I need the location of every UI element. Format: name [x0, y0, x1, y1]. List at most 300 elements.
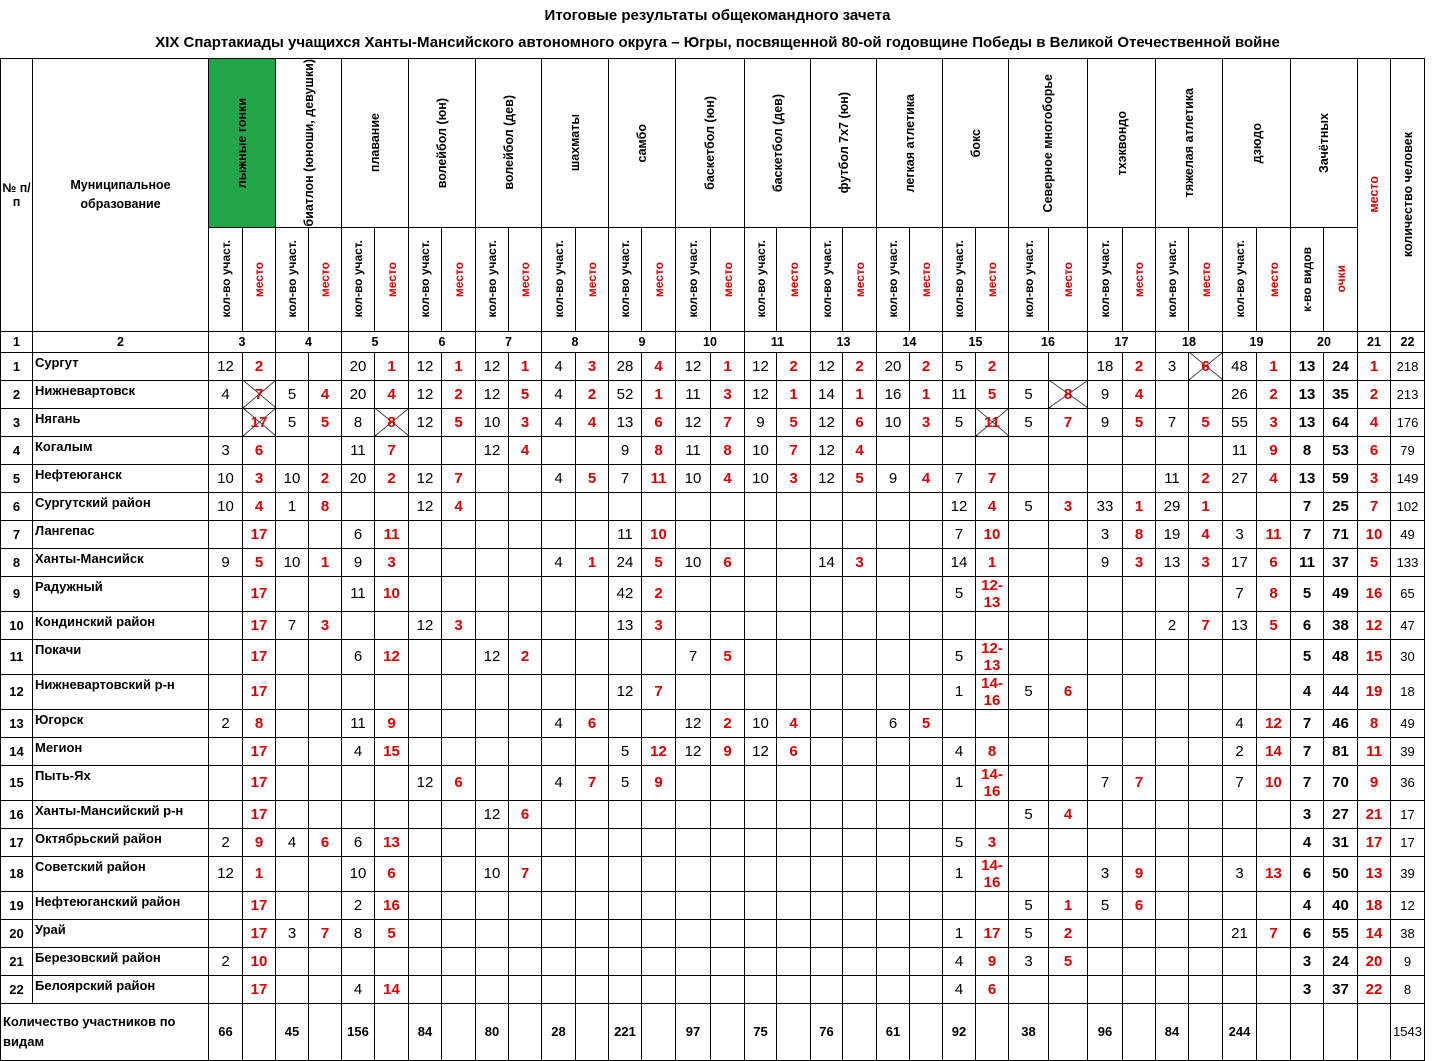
place-cell: 1	[576, 548, 609, 576]
row-number: 7	[1, 520, 33, 548]
participants-cell	[676, 520, 711, 548]
participants-cell	[276, 576, 309, 611]
overall-place-cell: 10	[1358, 520, 1391, 548]
participants-cell	[1156, 576, 1189, 611]
participants-cell	[676, 919, 711, 947]
place-cell: 12	[1257, 709, 1291, 737]
municipality-name: Сургут	[33, 352, 209, 380]
overall-place-cell: 5	[1358, 548, 1391, 576]
column-number: 8	[542, 331, 609, 352]
place-cell	[1049, 975, 1088, 1003]
place-cell: 2	[375, 464, 409, 492]
place-cell: 9	[976, 947, 1009, 975]
place-cell	[777, 492, 811, 520]
place-cell	[576, 611, 609, 639]
participants-cell	[342, 765, 375, 800]
place-cell	[777, 674, 811, 709]
place-cell	[1257, 891, 1291, 919]
place-cell	[576, 975, 609, 1003]
place-cell	[777, 576, 811, 611]
participants-cell	[476, 947, 509, 975]
place-cell	[1189, 765, 1223, 800]
participants-cell	[877, 611, 910, 639]
participants-cell: 4	[342, 975, 375, 1003]
place-cell	[1189, 891, 1223, 919]
credit-points-cell: 27	[1324, 800, 1358, 828]
place-cell: 12-13	[976, 576, 1009, 611]
participants-cell: 9	[342, 548, 375, 576]
participants-cell	[1156, 639, 1189, 674]
place-cell	[576, 520, 609, 548]
participants-cell	[811, 856, 843, 891]
place-cell	[711, 856, 745, 891]
place-cell: 1	[843, 380, 877, 408]
place-cell: 3	[509, 408, 542, 436]
place-cell	[1257, 639, 1291, 674]
table-row	[1, 828, 1435, 856]
participants-cell	[745, 520, 777, 548]
participants-cell	[745, 576, 777, 611]
header-no	[1, 59, 33, 332]
place-cell: 9	[243, 828, 276, 856]
place-cell	[1257, 674, 1291, 709]
place-cell	[442, 737, 476, 765]
participants-cell	[1088, 576, 1123, 611]
place-label: место	[1132, 262, 1146, 297]
place-cell	[442, 975, 476, 1003]
overall-place-cell: 12	[1358, 611, 1391, 639]
report-subtitle: XIX Спартакиады учащихся Ханты-Мансийского автономного округа – Югры, посвященной 80-ой годовщине Победы в Великой Отечественной войне	[0, 27, 1435, 58]
participants-cell	[476, 520, 509, 548]
participants-cell	[1156, 674, 1189, 709]
people-count-cell: 18	[1391, 674, 1425, 709]
participants-cell: 12	[943, 492, 976, 520]
participants-cell	[1009, 975, 1049, 1003]
participants-cell: 12	[409, 380, 442, 408]
participants-cell: 5	[1009, 800, 1049, 828]
place-cell	[843, 800, 877, 828]
place-subheader	[910, 227, 943, 331]
participants-subheader	[542, 227, 576, 331]
participants-cell: 11	[609, 520, 642, 548]
place-cell	[509, 975, 542, 1003]
participants-cell: 5	[943, 576, 976, 611]
empty-cell	[1291, 1003, 1324, 1060]
place-cell: 17	[243, 611, 276, 639]
place-cell	[1189, 576, 1223, 611]
participants-cell: 7	[1088, 765, 1123, 800]
participants-cell	[1156, 856, 1189, 891]
table-row	[1, 611, 1435, 639]
participants-cell	[209, 408, 243, 436]
place-label: место	[985, 262, 999, 297]
place-cell	[1123, 975, 1156, 1003]
place-cell	[777, 765, 811, 800]
participants-cell	[1088, 737, 1123, 765]
participants-cell	[877, 891, 910, 919]
place-cell: 17	[243, 800, 276, 828]
place-cell: 4	[910, 464, 943, 492]
participants-cell	[877, 639, 910, 674]
sport-total: 97	[676, 1003, 711, 1060]
participants-cell	[1009, 576, 1049, 611]
credit-count-cell: 3	[1291, 975, 1324, 1003]
sport-name: футбол 7х7 (юн)	[837, 92, 851, 193]
row-number: 15	[1, 765, 33, 800]
participants-cell: 5	[943, 352, 976, 380]
place-cell	[1189, 674, 1223, 709]
place-cell	[1123, 436, 1156, 464]
place-cell	[642, 947, 676, 975]
place-cell	[777, 548, 811, 576]
municipality-name: Белоярский район	[33, 975, 209, 1003]
place-cell	[375, 674, 409, 709]
place-cell	[910, 674, 943, 709]
credit-count-cell: 4	[1291, 674, 1324, 709]
participants-cell: 10	[877, 408, 910, 436]
row-number: 21	[1, 947, 33, 975]
header-municipality	[33, 59, 209, 332]
place-cell: 5	[576, 464, 609, 492]
credit-count-cell: 4	[1291, 891, 1324, 919]
place-cell: 9	[642, 765, 676, 800]
place-cell	[1123, 576, 1156, 611]
overall-place-cell: 18	[1358, 891, 1391, 919]
place-cell	[843, 492, 877, 520]
place-cell	[711, 947, 745, 975]
participants-cell: 12	[676, 352, 711, 380]
participants-cell: 1	[943, 674, 976, 709]
place-cell: 16	[375, 891, 409, 919]
place-cell	[711, 674, 745, 709]
participants-cell: 5	[609, 765, 642, 800]
participants-cell	[943, 611, 976, 639]
participants-cell	[542, 492, 576, 520]
place-cell: 2	[576, 380, 609, 408]
place-cell	[442, 800, 476, 828]
participants-cell: 4	[542, 380, 576, 408]
participants-cell: 4	[943, 737, 976, 765]
place-cell: 6	[509, 800, 542, 828]
credit-count-cell: 6	[1291, 856, 1324, 891]
place-subheader	[243, 227, 276, 331]
participants-cell: 19	[1156, 520, 1189, 548]
participants-cell	[609, 947, 642, 975]
participants-label: кол-во участ.	[285, 240, 299, 318]
place-cell: 3	[777, 464, 811, 492]
sport-name: тхэквондо	[1115, 111, 1129, 175]
sport-total-empty	[509, 1003, 542, 1060]
participants-cell: 1	[943, 765, 976, 800]
participants-cell: 4	[542, 352, 576, 380]
credit-points-cell: 55	[1324, 919, 1358, 947]
place-cell: 3	[1257, 408, 1291, 436]
participants-cell	[1009, 709, 1049, 737]
place-cell: 7	[976, 464, 1009, 492]
place-cell: 5	[910, 709, 943, 737]
place-cell	[509, 919, 542, 947]
place-cell: 17	[243, 891, 276, 919]
place-cell	[1123, 947, 1156, 975]
place-cell	[1189, 380, 1223, 408]
participants-cell	[476, 975, 509, 1003]
overall-place-cell: 21	[1358, 800, 1391, 828]
column-number: 18	[1156, 331, 1223, 352]
participants-cell: 11	[342, 709, 375, 737]
place-cell: 4	[243, 492, 276, 520]
place-label: место	[853, 262, 867, 297]
place-cell: 1	[642, 380, 676, 408]
participants-cell	[943, 436, 976, 464]
overall-place-cell: 4	[1358, 408, 1391, 436]
place-cell: 2	[1189, 464, 1223, 492]
place-cell: 3	[642, 611, 676, 639]
credit-points-cell: 81	[1324, 737, 1358, 765]
participants-cell	[745, 800, 777, 828]
place-cell: 5	[1049, 947, 1088, 975]
sport-header	[476, 59, 542, 228]
participants-cell: 10	[209, 492, 243, 520]
place-cell: 2	[1257, 380, 1291, 408]
participants-cell	[811, 800, 843, 828]
participants-cell: 10	[745, 436, 777, 464]
participants-cell	[609, 709, 642, 737]
place-cell	[375, 492, 409, 520]
place-cell	[509, 947, 542, 975]
participants-cell: 5	[943, 828, 976, 856]
header-no-label: № п/п	[2, 181, 30, 209]
place-cell	[509, 737, 542, 765]
place-cell	[843, 891, 877, 919]
participants-cell: 9	[209, 548, 243, 576]
participants-label: кол-во участ.	[1022, 240, 1036, 318]
participants-cell: 7	[276, 611, 309, 639]
place-cell: 5	[442, 408, 476, 436]
participants-cell: 11	[342, 576, 375, 611]
place-cell: 7	[642, 674, 676, 709]
header-municipality-label: Муниципальное образование	[70, 178, 170, 211]
place-cell: 11	[1257, 520, 1291, 548]
place-cell: 7	[375, 436, 409, 464]
place-cell: 2	[243, 352, 276, 380]
row-number: 13	[1, 709, 33, 737]
sport-total-empty	[910, 1003, 943, 1060]
place-label: место	[652, 262, 666, 297]
participants-cell: 10	[209, 464, 243, 492]
place-cell: 13	[1257, 856, 1291, 891]
place-cell	[309, 709, 342, 737]
participants-cell: 10	[745, 709, 777, 737]
place-cell	[1189, 436, 1223, 464]
sport-total-empty	[375, 1003, 409, 1060]
column-number: 21	[1358, 331, 1391, 352]
sport-total: 84	[1156, 1003, 1189, 1060]
participants-cell	[542, 576, 576, 611]
overall-place-cell: 13	[1358, 856, 1391, 891]
credit-points-cell: 71	[1324, 520, 1358, 548]
participants-cell: 12	[676, 408, 711, 436]
place-cell	[777, 891, 811, 919]
place-cell: 1	[509, 352, 542, 380]
sport-name: легкая атлетика	[903, 94, 917, 192]
place-cell	[711, 492, 745, 520]
participants-cell	[1156, 380, 1189, 408]
place-cell	[509, 828, 542, 856]
place-cell: 6	[309, 828, 342, 856]
participants-cell: 12	[409, 765, 442, 800]
participants-cell: 29	[1156, 492, 1189, 520]
participants-cell: 7	[1223, 765, 1257, 800]
credit-count-cell: 3	[1291, 800, 1324, 828]
place-subheader	[711, 227, 745, 331]
place-cell	[1257, 492, 1291, 520]
place-cell: 5	[777, 408, 811, 436]
municipality-name: Нягань	[33, 408, 209, 436]
table-row	[1, 709, 1435, 737]
table-row	[1, 919, 1435, 947]
participants-cell: 12	[676, 709, 711, 737]
participants-cell: 2	[209, 709, 243, 737]
participants-cell	[409, 891, 442, 919]
table-row	[1, 548, 1435, 576]
participants-cell: 14	[811, 380, 843, 408]
place-cell	[309, 891, 342, 919]
participants-cell: 12	[476, 800, 509, 828]
place-cell: 10	[1257, 765, 1291, 800]
participants-cell	[476, 709, 509, 737]
sport-total: 80	[476, 1003, 509, 1060]
participants-cell: 4	[542, 765, 576, 800]
row-number: 22	[1, 975, 33, 1003]
participants-cell: 5	[1009, 891, 1049, 919]
participants-cell: 5	[1009, 492, 1049, 520]
place-cell	[843, 975, 877, 1003]
place-cell: 17	[243, 975, 276, 1003]
participants-cell	[811, 709, 843, 737]
credit-count-cell: 7	[1291, 492, 1324, 520]
participants-cell: 5	[1009, 919, 1049, 947]
participants-cell	[476, 492, 509, 520]
credit-points-cell: 48	[1324, 639, 1358, 674]
participants-cell	[476, 674, 509, 709]
participants-cell	[409, 800, 442, 828]
place-cell: 10	[976, 520, 1009, 548]
participants-cell	[676, 765, 711, 800]
place-cell	[509, 674, 542, 709]
place-cell: 8	[1049, 380, 1088, 408]
participants-cell	[209, 737, 243, 765]
place-cell	[976, 611, 1009, 639]
column-number: 20	[1291, 331, 1358, 352]
place-cell: 3	[910, 408, 943, 436]
participants-cell: 16	[877, 380, 910, 408]
table-row	[1, 436, 1435, 464]
participants-cell	[609, 800, 642, 828]
place-cell: 11	[375, 520, 409, 548]
empty-cell	[1358, 1003, 1391, 1060]
place-cell: 9	[711, 737, 745, 765]
participants-cell: 6	[342, 520, 375, 548]
place-cell: 4	[711, 464, 745, 492]
place-cell	[1049, 436, 1088, 464]
participants-cell	[745, 891, 777, 919]
column-number: 15	[943, 331, 1009, 352]
place-cell	[777, 947, 811, 975]
row-number: 1	[1, 352, 33, 380]
place-cell: 10	[243, 947, 276, 975]
participants-cell: 4	[209, 380, 243, 408]
participants-cell	[1009, 737, 1049, 765]
place-cell: 10	[642, 520, 676, 548]
participants-cell	[1009, 856, 1049, 891]
place-cell: 10	[375, 576, 409, 611]
place-cell	[711, 891, 745, 919]
municipality-name: Покачи	[33, 639, 209, 674]
participants-cell	[1156, 709, 1189, 737]
column-number: 4	[276, 331, 342, 352]
participants-cell: 27	[1223, 464, 1257, 492]
place-cell	[576, 737, 609, 765]
place-cell: 3	[976, 828, 1009, 856]
place-cell	[910, 492, 943, 520]
municipality-name: Советский район	[33, 856, 209, 891]
participants-cell	[409, 947, 442, 975]
place-cell	[777, 975, 811, 1003]
place-cell	[711, 800, 745, 828]
participants-cell: 21	[1223, 919, 1257, 947]
place-cell	[711, 919, 745, 947]
place-cell: 5	[1257, 611, 1291, 639]
place-cell: 2	[642, 576, 676, 611]
people-count-cell: 17	[1391, 800, 1425, 828]
participants-cell	[209, 576, 243, 611]
place-cell	[442, 520, 476, 548]
sport-header	[943, 59, 1009, 228]
place-label: место	[585, 262, 599, 297]
table-row	[1, 408, 1435, 436]
participants-cell: 20	[877, 352, 910, 380]
place-cell	[1123, 639, 1156, 674]
people-count-cell: 30	[1391, 639, 1425, 674]
participants-cell: 3	[209, 436, 243, 464]
participants-cell	[943, 709, 976, 737]
place-label: место	[1061, 262, 1075, 297]
participants-cell	[1009, 828, 1049, 856]
participants-cell	[877, 436, 910, 464]
place-cell	[910, 548, 943, 576]
place-cell	[309, 800, 342, 828]
participants-cell: 4	[943, 947, 976, 975]
people-count-cell: 12	[1391, 891, 1425, 919]
place-cell	[777, 828, 811, 856]
participants-cell: 13	[1156, 548, 1189, 576]
sport-name: бокс	[969, 129, 983, 157]
sport-total: 75	[745, 1003, 777, 1060]
municipality-name: Нефтеюганский район	[33, 891, 209, 919]
column-number: 14	[877, 331, 943, 352]
participants-cell	[609, 492, 642, 520]
place-cell	[1189, 919, 1223, 947]
participants-label: кол-во участ.	[552, 240, 566, 318]
people-count-cell: 79	[1391, 436, 1425, 464]
credit-count-cell: 4	[1291, 828, 1324, 856]
participants-cell: 12	[476, 639, 509, 674]
participants-cell	[1156, 947, 1189, 975]
participants-cell	[745, 548, 777, 576]
place-cell	[642, 709, 676, 737]
table-row	[1, 765, 1435, 800]
place-cell: 6	[1257, 548, 1291, 576]
